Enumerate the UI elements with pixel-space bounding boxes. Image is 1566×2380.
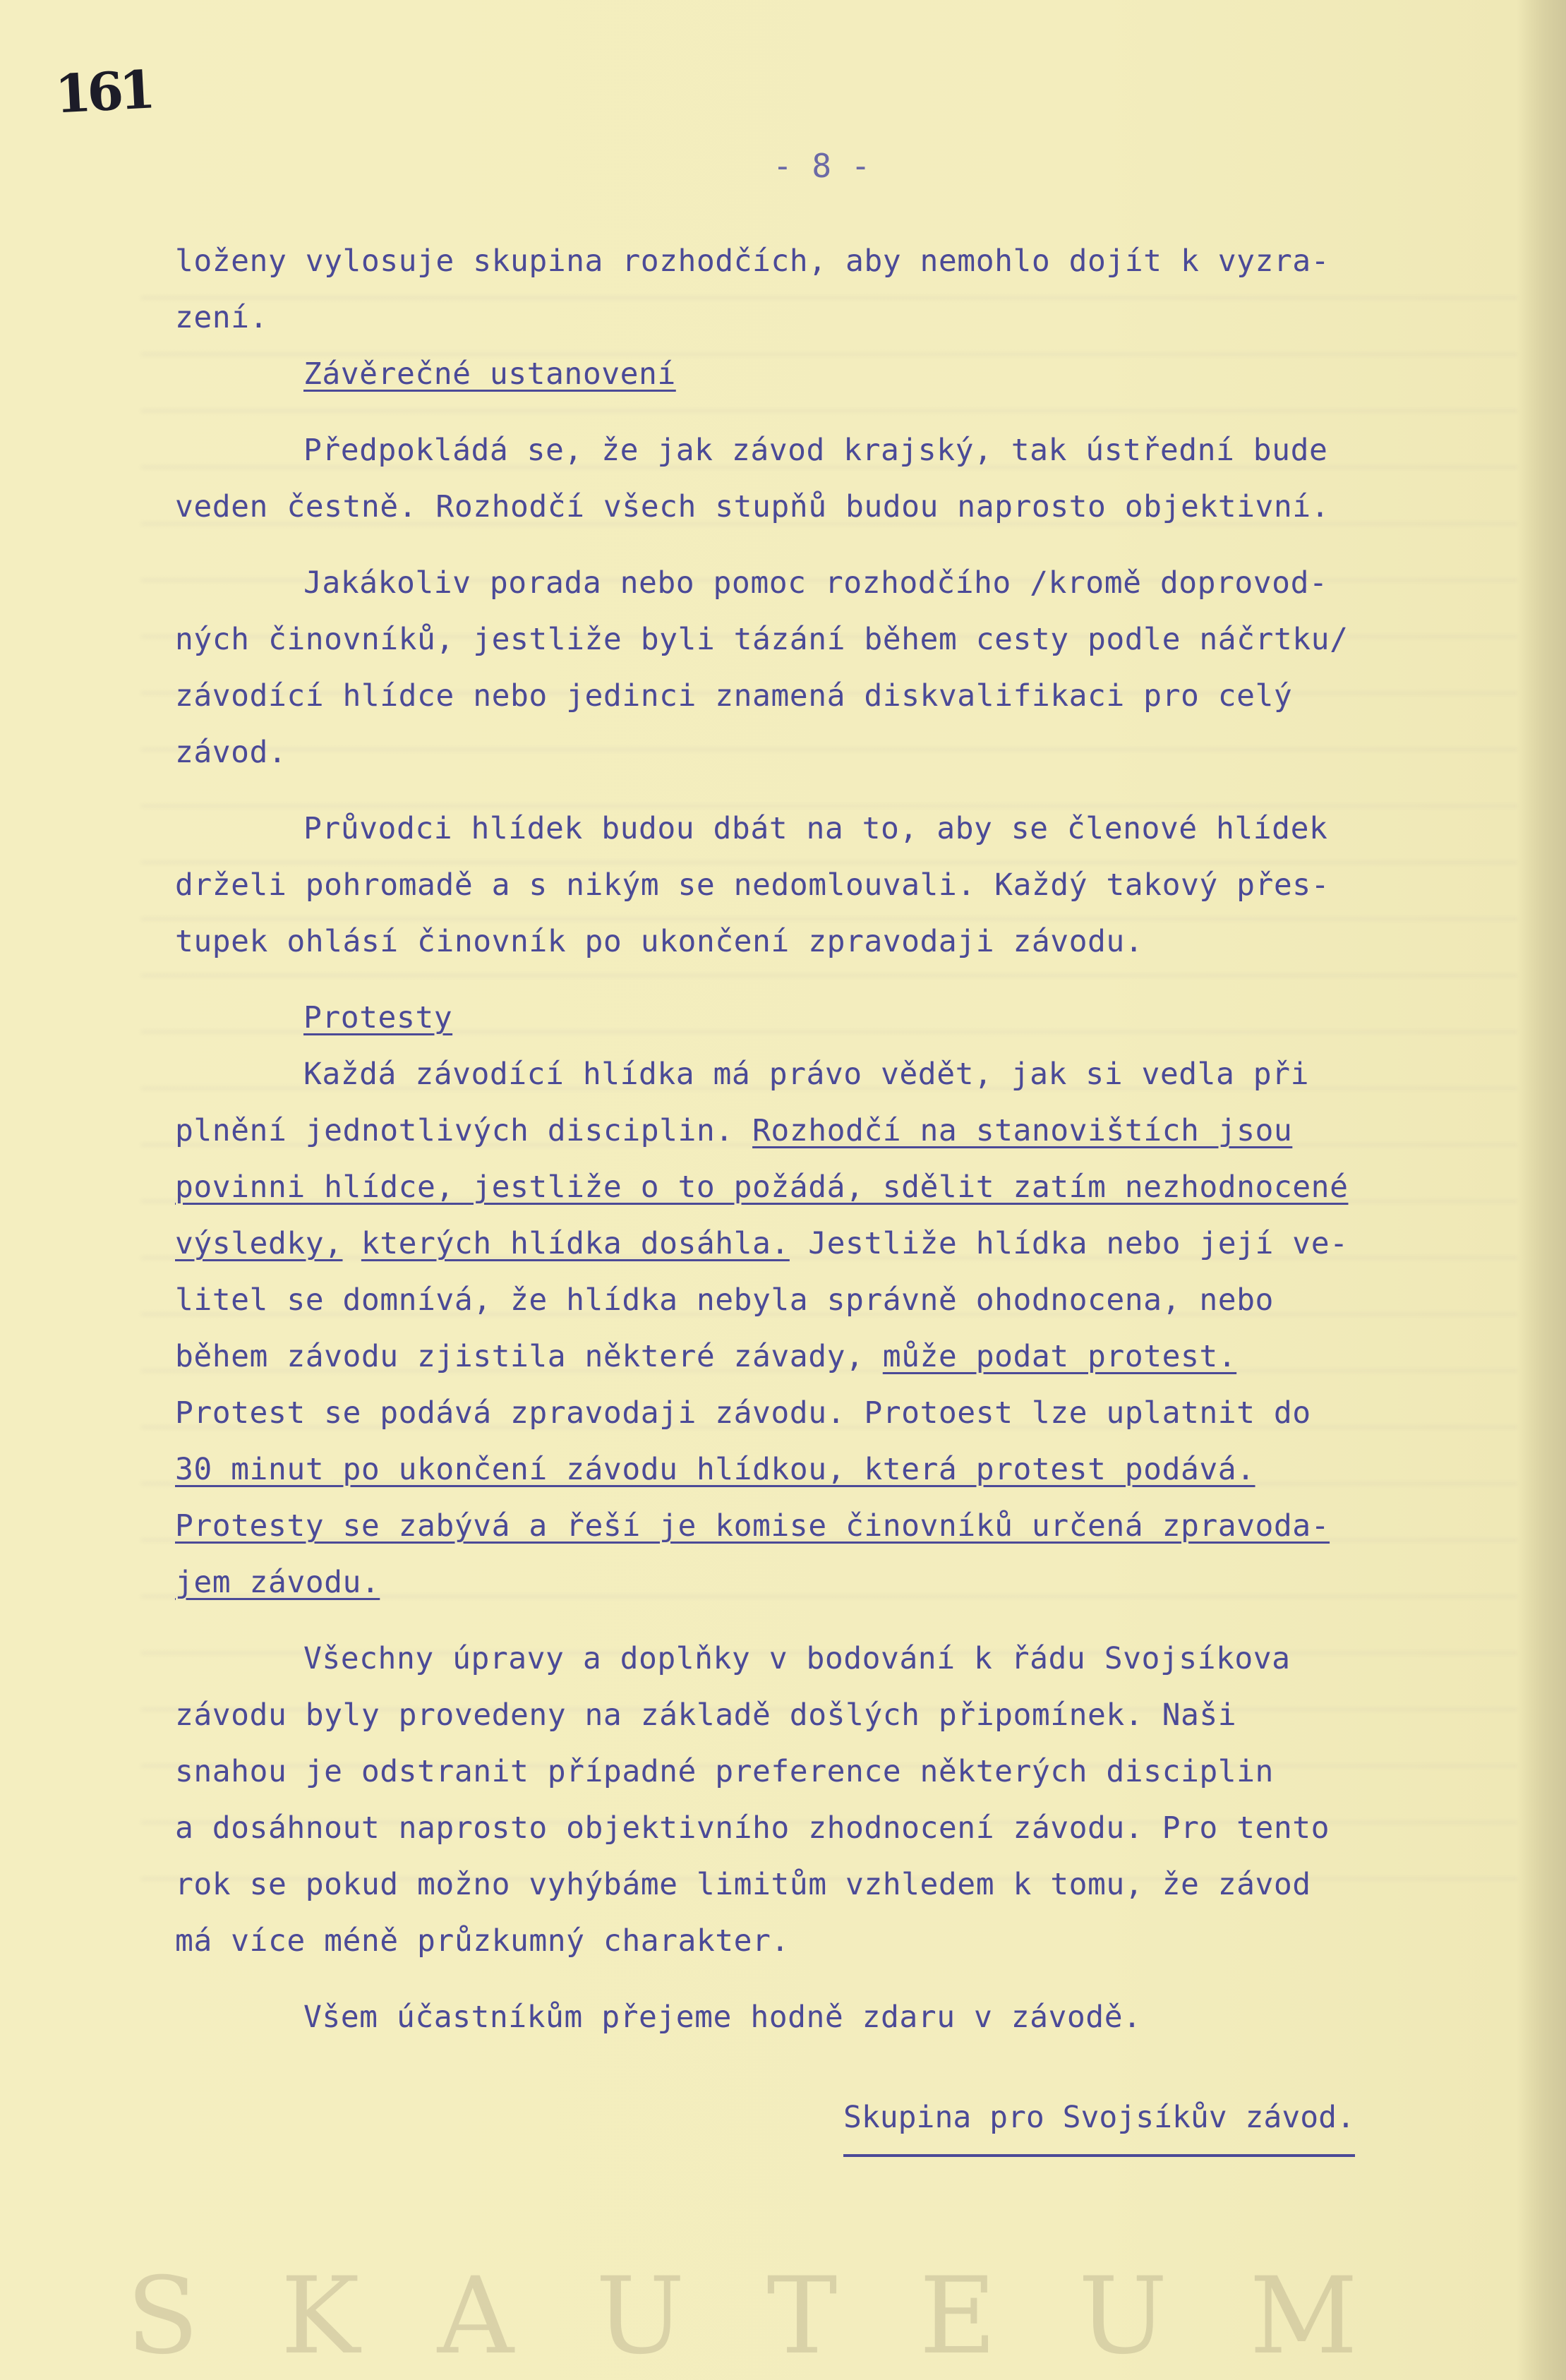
text-line: ných činovníků, jestliže byli tázání během cesty podle náčrtku/ [175, 622, 1349, 657]
signature-line: Skupina pro Svojsíkův závod. [843, 2089, 1355, 2157]
text-line: Předpokládá se, že jak závod krajský, tak ústřední bude [303, 433, 1328, 468]
underlined-text-line: povinni hlídce, jestliže o to požádá, sdělit zatím nezhodnocené [175, 1170, 1349, 1205]
text-line: drželi pohromadě a s nikým se nedomlouvali. Každý takový přes- [175, 867, 1330, 903]
section-heading-final-provisions: Závěrečné ustanovení [303, 356, 676, 392]
text-line: Průvodci hlídek budou dbát na to, aby se členové hlídek [303, 811, 1328, 846]
text-line: Protest se podává zpravodaji závodu. Protoest lze uplatnit do [175, 1395, 1311, 1431]
text-line [175, 1328, 1509, 1385]
archive-watermark: SKAUTEUM [126, 2255, 1440, 2378]
text-line [175, 1102, 1509, 1159]
underlined-text: může podat protest. [882, 1339, 1237, 1374]
text-line: závodu byly provedeny na základě došlých připomínek. Naši [175, 1697, 1237, 1733]
text-segment: během závodu zjistila některé závady, [175, 1339, 865, 1374]
body-text [175, 233, 1509, 2045]
text-segment: Jestliže hlídka nebo její ve- [808, 1226, 1349, 1261]
page-edge-shadow [1517, 0, 1566, 2380]
text-line: tupek ohlásí činovník po ukončení zpravodaji závodu. [175, 924, 1144, 959]
text-line: veden čestně. Rozhodčí všech stupňů budou naprosto objektivní. [175, 489, 1330, 524]
underlined-text-line: jem závodu. [175, 1565, 380, 1600]
text-line: Všechny úpravy a doplňky v bodování k řádu Svojsíkova [303, 1641, 1291, 1676]
text-line: závod. [175, 735, 287, 770]
page-number: - 8 - [773, 147, 871, 185]
text-line: zení. [175, 300, 268, 335]
underlined-text-line: Protesty se zabývá a řeší je komise činovníků určená zpravoda- [175, 1508, 1330, 1544]
text-segment: plnění jednotlivých disciplin. [175, 1113, 734, 1148]
text-line: závodící hlídce nebo jedinci znamená diskvalifikaci pro celý [175, 678, 1293, 714]
handwritten-page-annotation: 161 [53, 59, 153, 126]
underlined-text-line: 30 minut po ukončení závodu hlídkou, která protest podává. [175, 1452, 1255, 1487]
text-line: a dosáhnout naprosto objektivního zhodnocení závodu. Pro tento [175, 1810, 1330, 1846]
underlined-text: Rozhodčí na stanovištích jsou [752, 1113, 1293, 1148]
text-line [175, 1215, 1509, 1272]
text-line: loženy vylosuje skupina rozhodčích, aby nemohlo dojít k vyzra- [175, 244, 1330, 279]
text-line: Všem účastníkům přejeme hodně zdaru v závodě. [303, 2000, 1142, 2035]
text-line: má více méně průzkumný charakter. [175, 1923, 790, 1959]
section-heading-protests: Protesty [303, 1000, 453, 1035]
text-line: Jakákoliv porada nebo pomoc rozhodčího /kromě doprovod- [303, 565, 1328, 601]
underlined-text: kterých hlídka dosáhla. [361, 1226, 790, 1261]
underlined-text: výsledky, [175, 1226, 343, 1261]
text-line: snahou je odstranit případné preference některých disciplin [175, 1754, 1274, 1789]
text-line: rok se pokud možno vyhýbáme limitům vzhledem k tomu, že závod [175, 1867, 1311, 1902]
text-line: litel se domnívá, že hlídka nebyla správně ohodnocena, nebo [175, 1282, 1274, 1318]
text-line: Každá závodící hlídka má právo vědět, jak si vedla při [303, 1057, 1309, 1092]
